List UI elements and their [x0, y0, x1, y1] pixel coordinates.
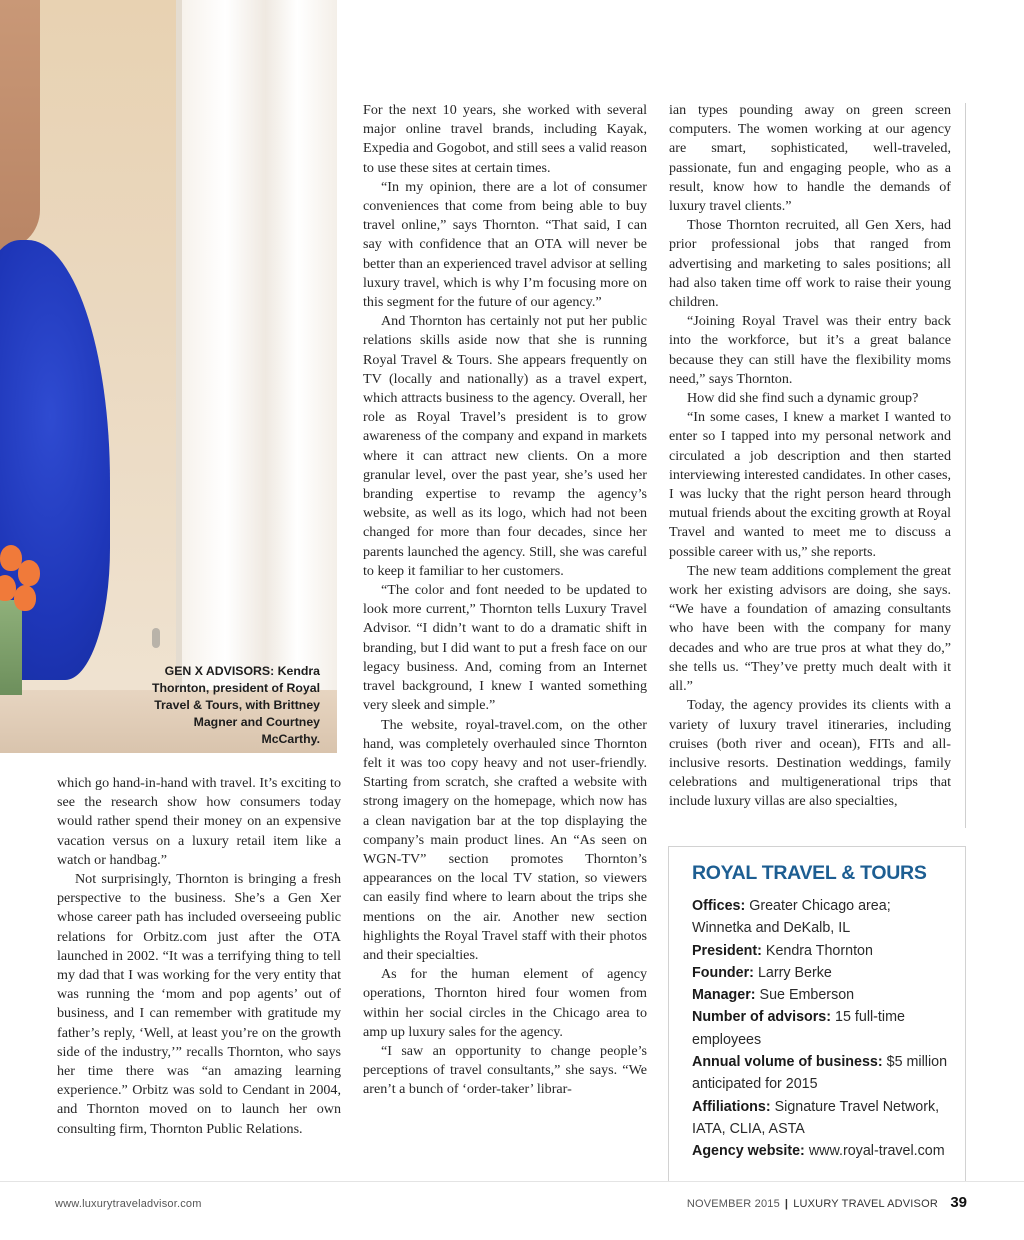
fact-item — [692, 940, 954, 962]
fact-item — [692, 1140, 954, 1162]
page-number: 39 — [950, 1194, 967, 1211]
fact-key: Annual volume of business: — [692, 1054, 883, 1071]
paragraph: How did she find such a dynamic group? — [687, 390, 919, 407]
paragraph: “In my opinion, there are a lot of consumer conveniences that come from being able to buy travel online,” says Thornton. “That said, I can say with confidence that an OTA will never be better than an experienced travel advisor at selling luxury travel, which is why I’m focusing more on this segment for the future of our agency.” — [363, 178, 647, 311]
agency-fact-box — [668, 846, 966, 1182]
paragraph: which go hand-in-hand with travel. It’s exciting to see the research show how consumers today would rather spend their money on an expensive vacation versus on a luxury retail item like a watch or handbag.” — [57, 775, 341, 868]
paragraph: Not surprisingly, Thornton is bringing a fresh perspective to the business. She’s a Gen Xer whose career path has included overseeing public relations for Orbitz.com just after the OTA launched in 2002. “It was a terrifying thing to tell my dad that I was working for the very entity that was running the ‘mom and pop agents’ out of business, and I can remember with gratitude my father’s reply, ‘Well, at least you’re on the growth side of the industry,’” recalls Thornton, who says her time there was “an amazing learning experience.” Orbitz was sold to Cendant in 2004, and Thornton moved on to launch her own consulting firm, Thornton Public Relations. — [57, 871, 341, 1137]
fact-value: Larry Berke — [757, 964, 832, 981]
fact-item — [692, 1051, 954, 1096]
photo-person-arm — [0, 0, 40, 250]
fact-value: www.royal-travel.com — [808, 1143, 945, 1160]
paragraph: “The color and font needed to be updated to look more current,” Thornton tells Luxury Travel Advisor. “I didn’t want to do a dramatic shift in branding, but I did want to put a fresh face on our legacy business. And, coming from an Internet travel background, I knew I wanted something very sleek and simple.” — [363, 582, 647, 714]
article-column-2 — [363, 101, 647, 1100]
article-photo — [0, 0, 337, 753]
footer-issue-date: NOVEMBER 2015 — [686, 1198, 780, 1210]
paragraph: “I saw an opportunity to change people’s perceptions of travel consultants,” she says. “We aren’t a bunch of ‘order-taker’ librar- — [363, 1042, 647, 1098]
fact-value: Kendra Thornton — [765, 942, 873, 959]
paragraph: And Thornton has certainly not put her public relations skills aside now that she is running Royal Travel & Tours. She appears frequently on TV (locally and nationally) as a travel expert, which attracts business to the agency. Overall, her role as Royal Travel’s president is to grow awareness of the company and expand in markets where it can attract new clients. On a more granular level, over the past year, she’s used her branding expertise to revamp the agency’s website, as well as its logo, which had not been changed for more than four decades, since her parents launched the agency. Still, she was careful to keep it familiar to her customers. — [363, 313, 647, 579]
footer-rule — [0, 1181, 1024, 1182]
caption-text: Kendra Thornton, president of Royal Travel & Tours, with Brittney Magner and Courtney McCarthy. — [151, 664, 320, 746]
photo-door-handle — [152, 628, 160, 648]
footer-magazine-name: LUXURY TRAVEL ADVISOR — [793, 1198, 938, 1210]
fact-key: President: — [692, 942, 762, 959]
fact-key: Affiliations: — [692, 1098, 771, 1115]
photo-tulip — [14, 585, 36, 611]
fact-list — [692, 895, 954, 1163]
fact-key: Offices: — [692, 898, 746, 914]
paragraph: As for the human element of agency operations, Thornton hired four women from within her social circles in the Chicago area to amp up luxury sales for the agency. — [363, 966, 647, 1040]
article-column-1 — [57, 774, 341, 1139]
paragraph: The new team additions complement the great work her existing advisors are doing, she says. “We have a foundation of amazing consultants who have been with the company for many decades and who are true pros at what they do,” she tells us. “They’ve pretty much dealt with it all.” — [669, 562, 951, 695]
fact-item — [692, 962, 954, 984]
photo-caption — [140, 663, 320, 748]
footer-separator: | — [784, 1198, 789, 1210]
fact-key: Manager: — [692, 987, 756, 1004]
paragraph: For the next 10 years, she worked with several major online travel brands, including Kayak, Expedia and Gogobot, and still sees a valid reason to use these sites at certain times. — [363, 102, 647, 176]
fact-value: $5 million anticipated for 2015 — [692, 1054, 948, 1093]
fact-item — [692, 1096, 954, 1141]
fact-value: Signature Travel Network, IATA, CLIA, ASTA — [692, 1098, 940, 1137]
column-divider — [965, 103, 966, 828]
paragraph: “In some cases, I knew a market I wanted to enter so I tapped into my personal network and circulated a job description and then started interviewing interested candidates. In other cases, I was lucky that the right person heard through mutual friends about the exciting growth at Royal Travel and wanted to meet me to discuss a possible career with us,” she reports. — [669, 409, 951, 560]
photo-vase — [0, 600, 22, 695]
paragraph: “Joining Royal Travel was their entry back into the workforce, but it’s a great balance because they can still have the flexibility moms need,” says Thornton. — [669, 313, 951, 387]
fact-item — [692, 895, 954, 940]
fact-key: Founder: — [692, 964, 754, 981]
fact-value: Sue Emberson — [759, 987, 855, 1004]
paragraph: Those Thornton recruited, all Gen Xers, had prior professional jobs that ranged from advertising and marketing to sales positions; all had also taken time off work to raise their young children. — [669, 217, 951, 311]
fact-value: Greater Chicago area; Winnetka and DeKalb, IL — [692, 898, 891, 937]
fact-item — [692, 1006, 954, 1051]
photo-curtain-pole — [176, 0, 182, 753]
fact-key: Number of advisors: — [692, 1009, 832, 1026]
photo-tulip — [18, 560, 40, 586]
paragraph: The website, royal-travel.com, on the other hand, was completely overhauled since Thornton felt it was too copy heavy and not user-friendly. Starting from scratch, she crafted a website with strong imagery on the homepage, which now has a clean navigation bar at the top displaying the company’s main product lines. An “As seen on WGN-TV” section promotes Thornton’s appearances on the local TV station, so viewers can easily find where to learn about the trips she mentions on the air. Another new section highlights the Royal Travel staff with their photos and their specialties. — [363, 716, 647, 963]
fact-value: 15 full-time employees — [692, 1009, 905, 1048]
caption-label: GEN X ADVISORS: — [164, 664, 275, 678]
article-column-3 — [669, 101, 951, 812]
fact-key: Agency website: — [692, 1143, 805, 1160]
paragraph: ian types pounding away on green screen computers. The women working at our agency are smart, sophisticated, well-traveled, passionate, fun and engaging people, who as a result, know how to handle the demands of luxury travel clients.” — [669, 102, 951, 215]
fact-item — [692, 984, 954, 1006]
photo-curtain — [178, 0, 337, 753]
footer-issue-line — [687, 1198, 938, 1210]
fact-box-title: ROYAL TRAVEL & TOURS — [692, 862, 927, 884]
footer-website: www.luxurytraveladvisor.com — [55, 1198, 202, 1210]
paragraph: Today, the agency provides its clients with a variety of luxury travel itineraries, including cruises (both river and ocean), FITs and all-inclusive resorts. Destination weddings, family celebrations and multigenerational trips that include luxury villas are also specialties, — [669, 697, 951, 810]
